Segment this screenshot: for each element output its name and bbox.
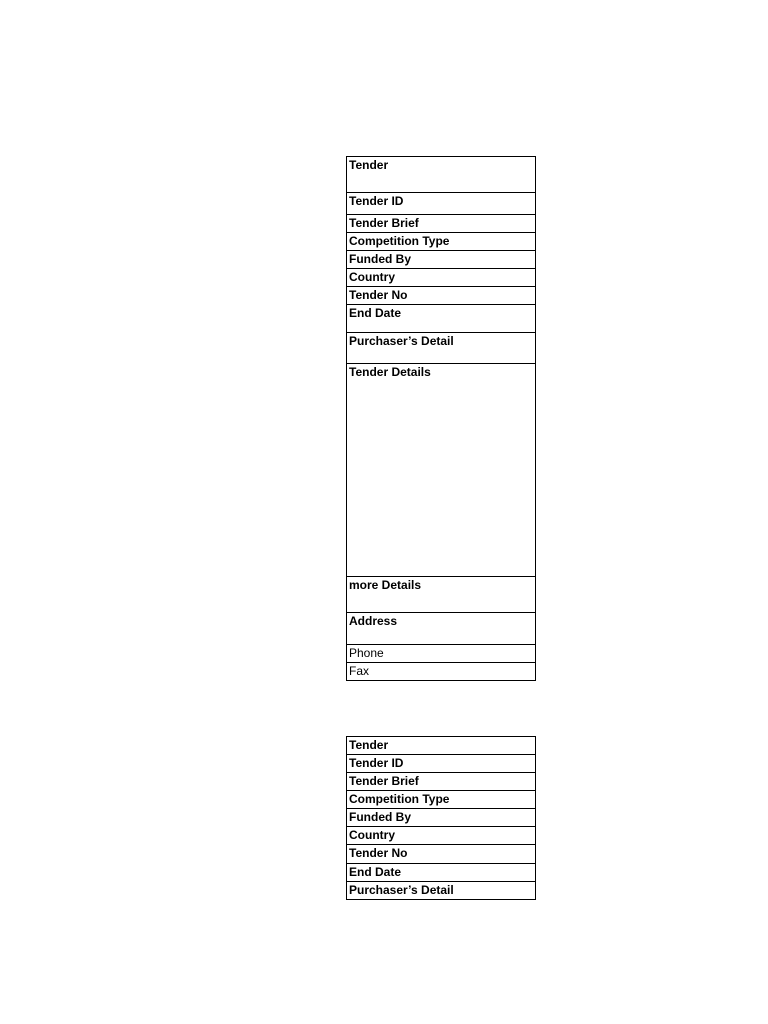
- table-row: [347, 305, 536, 333]
- table-row: [347, 613, 536, 645]
- row-label-end-date: End Date: [347, 864, 536, 882]
- row-label-phone: Phone: [347, 645, 536, 663]
- table-row: [347, 269, 536, 287]
- row-label-tender-no: Tender No: [347, 287, 536, 305]
- row-label-funded-by: Funded By: [347, 809, 536, 827]
- row-label-tender-no: Tender No: [347, 845, 536, 864]
- row-label-tender-id: Tender ID: [347, 193, 536, 215]
- table-row: [347, 233, 536, 251]
- row-label-tender-id: Tender ID: [347, 755, 536, 773]
- row-label-country: Country: [347, 827, 536, 845]
- row-label-address: Address: [347, 613, 536, 645]
- row-label-tender: Tender: [347, 737, 536, 755]
- table-row: [347, 827, 536, 845]
- table-row: [347, 845, 536, 864]
- tender-form-table-1: [346, 156, 536, 681]
- table-row: [347, 287, 536, 305]
- table-row: [347, 645, 536, 663]
- table-row: [347, 663, 536, 681]
- row-label-fax: Fax: [347, 663, 536, 681]
- row-label-tender-brief: Tender Brief: [347, 215, 536, 233]
- row-label-tender: Tender: [347, 157, 536, 193]
- row-label-country: Country: [347, 269, 536, 287]
- table-row: [347, 333, 536, 364]
- table-row: [347, 809, 536, 827]
- table-row: [347, 364, 536, 577]
- row-label-tender-details: Tender Details: [347, 364, 536, 577]
- row-label-funded-by: Funded By: [347, 251, 536, 269]
- table-row: [347, 791, 536, 809]
- row-label-competition-type: Competition Type: [347, 233, 536, 251]
- row-label-tender-brief: Tender Brief: [347, 773, 536, 791]
- row-label-more-details: more Details: [347, 577, 536, 613]
- row-label-competition-type: Competition Type: [347, 791, 536, 809]
- row-label-end-date: End Date: [347, 305, 536, 333]
- table-row: [347, 157, 536, 193]
- row-label-purchasers-detail: Purchaser’s Detail: [347, 333, 536, 364]
- table-row: [347, 864, 536, 882]
- table-row: [347, 773, 536, 791]
- table-row: [347, 577, 536, 613]
- table-row: [347, 251, 536, 269]
- table-row: [347, 193, 536, 215]
- table-row: [347, 737, 536, 755]
- tender-form-table-2: [346, 736, 536, 900]
- table-row: [347, 755, 536, 773]
- row-label-purchasers-detail: Purchaser’s Detail: [347, 882, 536, 900]
- table-row: [347, 882, 536, 900]
- table-row: [347, 215, 536, 233]
